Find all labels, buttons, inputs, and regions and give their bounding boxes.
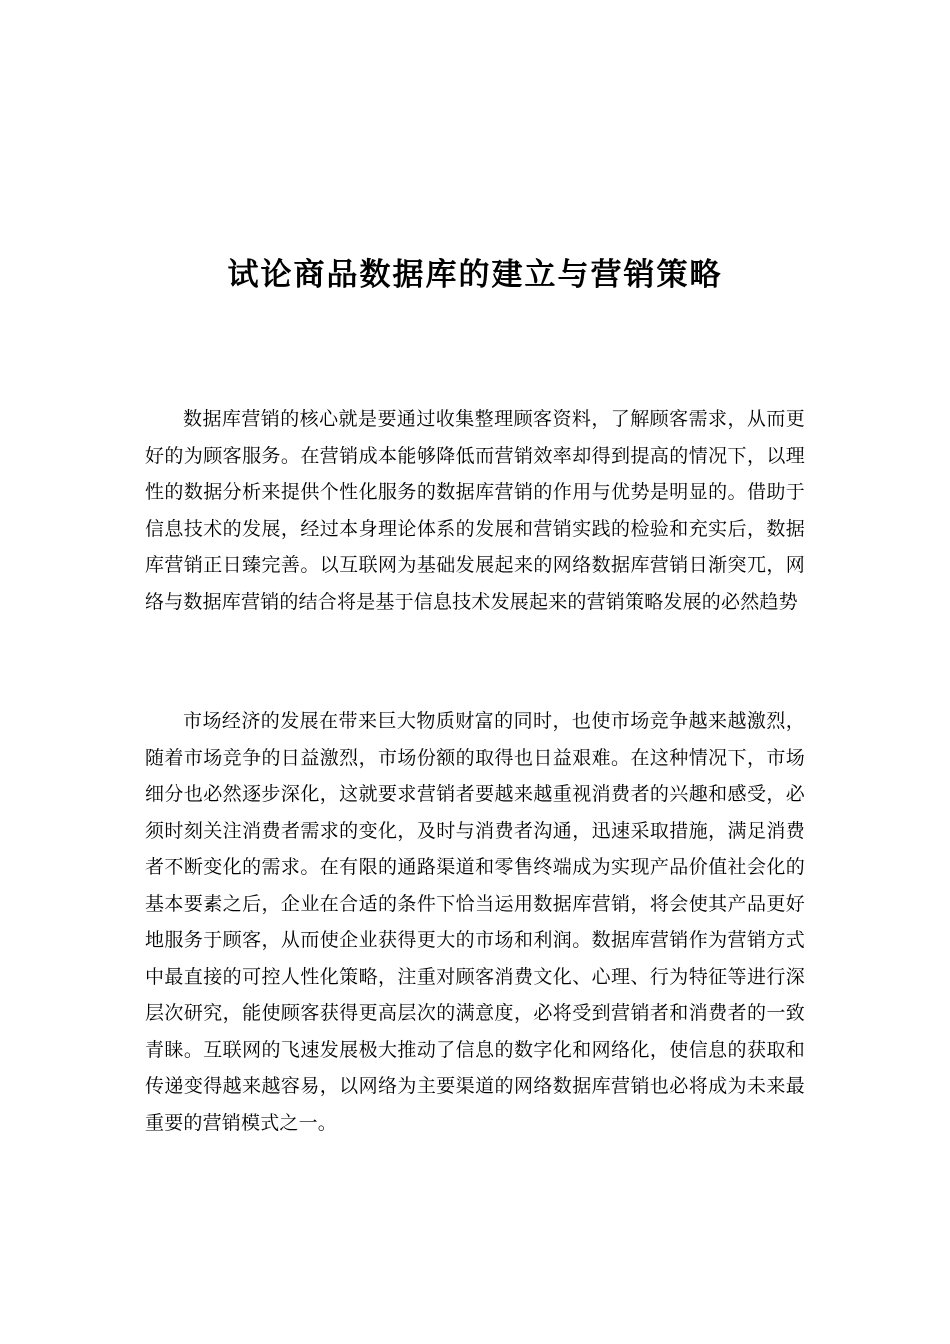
body-paragraph-1: 数据库营销的核心就是要通过收集整理顾客资料，了解顾客需求，从而更好的为顾客服务。在营销成本能够降低而营销效率却得到提高的情况下，以理性的数据分析来提供个性化服务的数据库营销的作用与优势是明显的。借助于信息技术的发展，经过本身理论体系的发展和营销实践的检验和充实后，数据库营销正日臻完善。以互联网为基础发展起来的网络数据库营销日渐突兀，网络与数据库营销的结合将是基于信息技术发展起来的营销策略发展的必然趋势 [145,408,805,613]
document-title: 试论商品数据库的建立与营销策略 [227,257,723,293]
body-paragraph-2: 市场经济的发展在带来巨大物质财富的同时，也使市场竞争越来越激烈，随着市场竞争的日益激烈，市场份额的取得也日益艰难。在这种情况下，市场细分也必然逐步深化，这就要求营销者要越来越重视消费者的兴趣和感受，必须时刻关注消费者需求的变化，及时与消费者沟通，迅速采取措施，满足消费者不断变化的需求。在有限的通路渠道和零售终端成为实现产品价值社会化的基本要素之后，企业在合适的条件下恰当运用数据库营销，将会使其产品更好地服务于顾客，从而使企业获得更大的市场和利润。数据库营销作为营销方式中最直接的可控人性化策略，注重对顾客消费文化、心理、行为特征等进行深层次研究，能使顾客获得更高层次的满意度，必将受到营销者和消费者的一致青睐。互联网的飞速发展极大推动了信息的数字化和网络化，使信息的获取和传递变得越来越容易，以网络为主要渠道的网络数据库营销也必将成为未来最重要的营销模式之一。 [145,710,805,1134]
